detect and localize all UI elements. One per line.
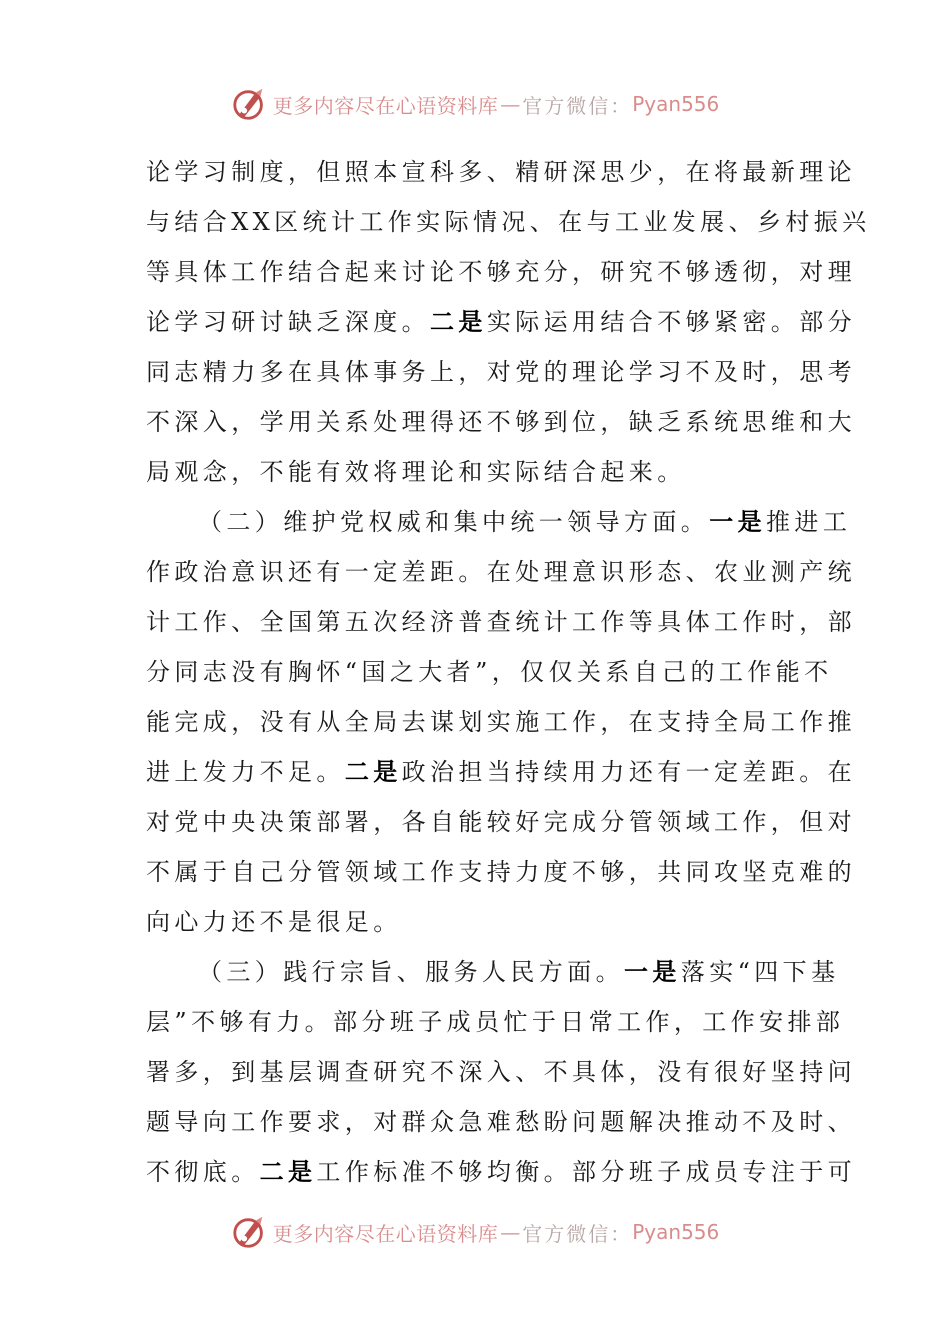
banner-label: 官方微信：: [522, 93, 633, 118]
text-segment: 工作标准不够均衡。部分班子成员专注于可: [316, 1158, 857, 1186]
text-segment: 同志精力多在具体事务上，对党的理论学习不及时，思考: [146, 358, 856, 386]
text-segment: 层”不够有力。部分班子成员忙于日常工作，工作安排部: [146, 1008, 845, 1036]
text-line: [146, 597, 856, 647]
banner-dash: —: [500, 1220, 521, 1244]
text-line: [146, 397, 856, 447]
text-line: [146, 847, 856, 897]
text-segment: 等具体工作结合起来讨论不够充分，研究不够透彻，对理: [146, 258, 856, 286]
banner-text: 更多内容尽在心语资料库: [272, 93, 499, 118]
bold-marker: 一是: [709, 507, 767, 536]
text-line: [146, 297, 857, 347]
text-segment: 论学习制度，但照本宣科多、精研深思少，在将最新理论: [146, 158, 856, 186]
banner-id: Pyan556: [632, 92, 720, 116]
text-segment: 署多，到基层调查研究不深入、不具体，没有很好坚持问: [146, 1058, 856, 1086]
text-segment: （三）践行宗旨、服务人民方面。: [198, 958, 624, 986]
text-segment: 不深入，学用关系处理得还不够到位，缺乏系统思维和大: [146, 408, 856, 436]
banner-text: 更多内容尽在心语资料库: [272, 1221, 499, 1246]
text-segment: 计工作、全国第五次经济普查统计工作等具体工作时，部: [146, 608, 856, 636]
bold-marker: 二是: [430, 307, 487, 336]
bold-marker: 一是: [624, 957, 681, 986]
text-segment: 能完成，没有从全局去谋划实施工作，在支持全局工作推: [146, 708, 856, 736]
text-segment: 分同志没有胸怀“国之大者”，仅仅关系自己的工作能不: [146, 658, 833, 686]
text-segment: 局观念，不能有效将理论和实际结合起来。: [146, 458, 686, 486]
text-line: [146, 1147, 857, 1197]
text-line: [146, 147, 856, 197]
text-line: [146, 947, 840, 997]
text-segment: 不彻底。: [146, 1158, 260, 1186]
text-line: [146, 347, 856, 397]
text-segment: 实际运用结合不够紧密。部分: [486, 308, 857, 336]
text-segment: 推进工: [766, 508, 852, 536]
text-line: [146, 647, 833, 697]
document-body: [146, 147, 871, 1197]
banner-label: 官方微信：: [522, 1221, 633, 1246]
text-line: [146, 1047, 856, 1097]
text-segment: 进上发力不足。: [146, 758, 345, 786]
text-line: [146, 447, 796, 497]
text-line: [146, 697, 856, 747]
text-line: [146, 747, 857, 797]
text-segment: 政治担当持续用力还有一定差距。在: [401, 758, 857, 786]
text-line: [146, 547, 856, 597]
bold-marker: 二是: [259, 1157, 317, 1186]
bold-marker: 二是: [344, 757, 402, 786]
text-segment: 题导向工作要求，对群众急难愁盼问题解决推动不及时、: [146, 1108, 856, 1136]
text-segment: 落实“四下基: [680, 958, 840, 986]
text-segment: 向心力还不是很足。: [146, 908, 402, 936]
text-segment: 作政治意识还有一定差距。在处理意识形态、农业测产统: [146, 558, 856, 586]
text-segment: 对党中央决策部署，各自能较好完成分管领域工作，但对: [146, 808, 856, 836]
text-segment: 与结合XX区统计工作实际情况、在与工业发展、乡村振兴: [146, 208, 871, 236]
pen-logo-icon: [231, 1213, 269, 1251]
banner-dash: —: [500, 92, 521, 116]
footer-banner: [0, 1212, 950, 1252]
text-line: [146, 897, 796, 947]
text-line: [146, 197, 871, 247]
header-banner: [0, 84, 950, 124]
text-line: [146, 247, 856, 297]
text-line: [146, 797, 856, 847]
text-segment: （二）维护党权威和集中统一领导方面。: [198, 508, 710, 536]
text-segment: 不属于自己分管领域工作支持力度不够，共同攻坚克难的: [146, 858, 856, 886]
text-line: [146, 1097, 856, 1147]
text-line: [146, 997, 845, 1047]
text-line: [146, 497, 852, 547]
banner-id: Pyan556: [632, 1220, 720, 1244]
pen-logo-icon: [231, 85, 269, 123]
text-segment: 论学习研讨缺乏深度。: [146, 308, 430, 336]
